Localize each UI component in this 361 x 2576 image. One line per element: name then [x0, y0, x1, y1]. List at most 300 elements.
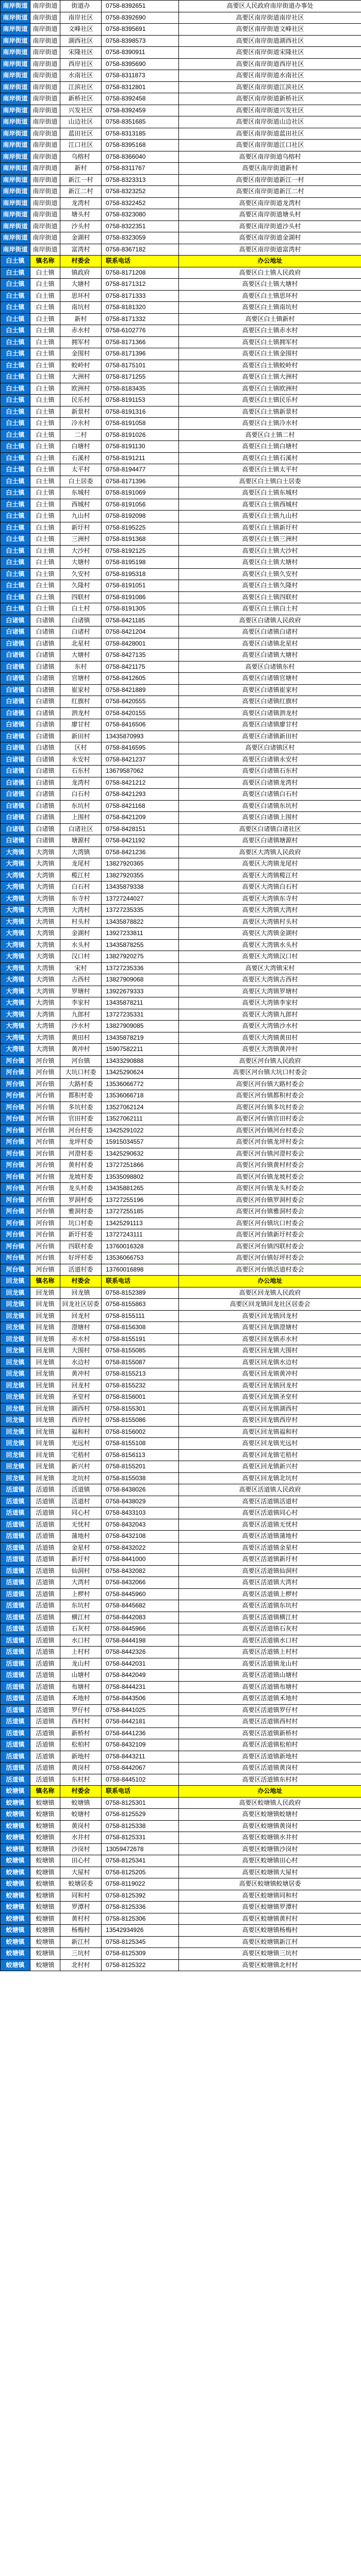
- phone-cell: 0758-8444231: [102, 1681, 179, 1693]
- table-row: [1, 1681, 361, 1693]
- phone-cell: 0758-8191211: [102, 452, 179, 464]
- village-name-cell: 四联村委: [60, 1241, 102, 1252]
- row-district-label: 南岸街道: [1, 209, 30, 221]
- phone-cell: 0758-8438026: [102, 1484, 179, 1496]
- village-name-cell: 杨梅村: [60, 1925, 102, 1937]
- table-row: [1, 1322, 361, 1334]
- town-name-cell: 白诸镇: [30, 673, 60, 685]
- phone-cell: 0758-8191069: [102, 487, 179, 499]
- table-row: [1, 476, 361, 487]
- table-row: [1, 128, 361, 140]
- town-name-cell: 白诸镇: [30, 626, 60, 638]
- table-row: [1, 47, 361, 59]
- phone-cell: 0758-8445966: [102, 1623, 179, 1635]
- village-name-cell: 罗潭村: [60, 1902, 102, 1913]
- town-name-cell: 南岸街道: [30, 244, 60, 256]
- phone-cell: 13059472678: [102, 1843, 179, 1855]
- village-name-cell: 四联村: [60, 591, 102, 603]
- town-name-cell: 白土镇: [30, 511, 60, 522]
- row-district-label: 南岸街道: [1, 244, 30, 256]
- phone-cell: 0758-8125205: [102, 1867, 179, 1878]
- town-name-cell: 镇名称: [30, 256, 60, 267]
- village-name-cell: 村委会: [60, 1276, 102, 1287]
- town-name-cell: 南岸街道: [30, 151, 60, 163]
- town-name-cell: 白土镇: [30, 452, 60, 464]
- row-district-label: 白土镇: [1, 348, 30, 360]
- table-row: [1, 1021, 361, 1032]
- town-name-cell: 回龙镇: [30, 1392, 60, 1403]
- table-row: [1, 1160, 361, 1172]
- village-name-cell: 新田村: [60, 731, 102, 742]
- village-name-cell: 金围村: [60, 348, 102, 360]
- row-district-label: 大湾镇: [1, 1044, 30, 1056]
- village-name-cell: 官田村委: [60, 1113, 102, 1125]
- row-district-label: 白诸镇: [1, 707, 30, 719]
- table-row: [1, 1786, 361, 1798]
- village-name-cell: 西岸村: [60, 1415, 102, 1427]
- table-row: [1, 684, 361, 696]
- row-district-label: 河台镇: [1, 1137, 30, 1148]
- town-name-cell: 白诸镇: [30, 684, 60, 696]
- village-name-cell: 黄岗村: [60, 1820, 102, 1832]
- village-name-cell: 新江村: [60, 1936, 102, 1948]
- phone-cell: 0758-8441236: [102, 1727, 179, 1739]
- row-district-label: 活道镇: [1, 1693, 30, 1705]
- row-district-label: 白土镇: [1, 383, 30, 395]
- row-district-label: 白诸镇: [1, 650, 30, 662]
- row-district-label: 蛟塘镇: [1, 1913, 30, 1925]
- town-name-cell: 回龙镇: [30, 1345, 60, 1357]
- address-cell: 高要区蛟塘镇黄村村: [179, 1913, 361, 1925]
- row-district-label: 蛟塘镇: [1, 1855, 30, 1867]
- town-name-cell: 南岸街道: [30, 24, 60, 36]
- row-district-label: 大湾镇: [1, 928, 30, 940]
- phone-cell: 0758-8398573: [102, 35, 179, 47]
- row-district-label: 蛟塘镇: [1, 1925, 30, 1937]
- phone-cell: 0758-8125309: [102, 1948, 179, 1960]
- village-name-cell: 村头村: [60, 916, 102, 928]
- row-district-label: 白诸镇: [1, 800, 30, 812]
- village-name-cell: 太平村: [60, 464, 102, 476]
- phone-cell: 0758-8311767: [102, 163, 179, 175]
- town-name-cell: 蛟塘镇: [30, 1855, 60, 1867]
- village-name-cell: 黄田村: [60, 1032, 102, 1044]
- address-cell: 高要区大湾镇李家村: [179, 997, 361, 1009]
- town-name-cell: 白土镇: [30, 603, 60, 615]
- town-name-cell: 白诸镇: [30, 812, 60, 824]
- table-row: [1, 1380, 361, 1392]
- row-district-label: 白诸镇: [1, 719, 30, 731]
- village-name-cell: 龙坡村委: [60, 1171, 102, 1183]
- row-district-label: 活道镇: [1, 1658, 30, 1670]
- village-name-cell: 龙湾村: [60, 777, 102, 789]
- phone-cell: 0758-8191056: [102, 499, 179, 511]
- row-district-label: 回龙镇: [1, 1426, 30, 1438]
- village-name-cell: 江口社区: [60, 140, 102, 151]
- town-name-cell: 白土镇: [30, 290, 60, 302]
- phone-cell: 0758-8125306: [102, 1913, 179, 1925]
- town-name-cell: 大湾镇: [30, 986, 60, 997]
- row-district-label: 活道镇: [1, 1670, 30, 1682]
- address-cell: 高要区白土镇东城村: [179, 487, 361, 499]
- phone-cell: 0758-8125341: [102, 1855, 179, 1867]
- town-name-cell: 蛟塘镇: [30, 1867, 60, 1878]
- village-name-cell: 宅梧村: [60, 1449, 102, 1461]
- address-cell: 高要区白诸镇龙湾村: [179, 777, 361, 789]
- address-cell: 高要区白土镇白土居委: [179, 476, 361, 487]
- phone-cell: 0758-8416595: [102, 742, 179, 754]
- phone-cell: 13435878822: [102, 916, 179, 928]
- address-cell: 高要区河台镇罗洞村委会: [179, 1194, 361, 1206]
- town-name-cell: 南岸街道: [30, 174, 60, 186]
- town-name-cell: 河台镇: [30, 1229, 60, 1241]
- table-row: [1, 1496, 361, 1507]
- phone-cell: 0758-8428001: [102, 638, 179, 650]
- phone-cell: 0758-8395691: [102, 24, 179, 36]
- town-name-cell: 回龙镇: [30, 1357, 60, 1368]
- address-cell: 高要区活道镇仙洞村: [179, 1565, 361, 1577]
- phone-cell: 0758-8443211: [102, 1751, 179, 1762]
- address-cell: 高要区活道镇水口村: [179, 1635, 361, 1647]
- phone-cell: 0758-8445960: [102, 1588, 179, 1600]
- phone-cell: 13727235336: [102, 962, 179, 974]
- village-name-cell: 水边村: [60, 1357, 102, 1368]
- phone-cell: 0758-8125301: [102, 1797, 179, 1809]
- table-row: [1, 58, 361, 70]
- village-name-cell: 东坑村: [60, 800, 102, 812]
- village-name-cell: 回龙镇: [60, 1287, 102, 1299]
- address-cell: 高要区白诸镇白诸社区: [179, 823, 361, 835]
- address-cell: 高要区活道镇松柏村: [179, 1739, 361, 1751]
- phone-cell: 0758-8442049: [102, 1670, 179, 1682]
- address-cell: 高要区河台镇四联村委会: [179, 1241, 361, 1252]
- address-cell: 高要区南岸街道新江一村: [179, 174, 361, 186]
- phone-cell: 0758-8311873: [102, 70, 179, 82]
- town-name-cell: 白诸镇: [30, 719, 60, 731]
- village-name-cell: 欧洲村: [60, 383, 102, 395]
- phone-cell: 0758-8323080: [102, 209, 179, 221]
- address-cell: 办公地址: [179, 1786, 361, 1798]
- town-name-cell: 白土镇: [30, 279, 60, 291]
- address-cell: 高要区南岸街道蓝田社区: [179, 128, 361, 140]
- table-row: [1, 452, 361, 464]
- town-name-cell: 白土镇: [30, 360, 60, 371]
- town-name-cell: 活道镇: [30, 1484, 60, 1496]
- address-cell: 高要区活道镇新桥村: [179, 1727, 361, 1739]
- address-cell: 高要区大湾镇榄江村: [179, 870, 361, 882]
- table-row: [1, 1878, 361, 1890]
- village-name-cell: 活道村: [60, 1496, 102, 1507]
- town-name-cell: 蛟塘镇: [30, 1843, 60, 1855]
- village-name-cell: 大湾镇: [60, 846, 102, 858]
- phone-cell: 13727235335: [102, 905, 179, 917]
- town-name-cell: 白诸镇: [30, 835, 60, 847]
- row-district-label: 白土镇: [1, 256, 30, 267]
- town-name-cell: 白诸镇: [30, 800, 60, 812]
- town-name-cell: 白土镇: [30, 383, 60, 395]
- village-name-cell: 河澄村委: [60, 1148, 102, 1160]
- village-name-cell: 光远村: [60, 1438, 102, 1450]
- town-name-cell: 活道镇: [30, 1507, 60, 1519]
- row-district-label: 大湾镇: [1, 939, 30, 951]
- phone-cell: 13536066772: [102, 1078, 179, 1090]
- phone-cell: 0758-6102776: [102, 325, 179, 337]
- phone-cell: 0758-8156002: [102, 1426, 179, 1438]
- address-cell: 高要区回龙镇人民政府: [179, 1287, 361, 1299]
- town-name-cell: 河台镇: [30, 1090, 60, 1102]
- village-name-cell: 河台村委: [60, 1125, 102, 1137]
- address-cell: 高要区蛟塘镇杨梅村: [179, 1925, 361, 1937]
- village-name-cell: 大坑口村委: [60, 1067, 102, 1079]
- village-name-cell: 南岸社区: [60, 12, 102, 24]
- address-cell: 高要区回龙镇福和村: [179, 1426, 361, 1438]
- town-name-cell: 河台镇: [30, 1055, 60, 1067]
- phone-cell: 0758-8432066: [102, 1577, 179, 1589]
- village-name-cell: 金星村: [60, 1542, 102, 1554]
- address-cell: 高要区蛟塘镇同和村: [179, 1890, 361, 1902]
- village-name-cell: 白诸镇: [60, 615, 102, 626]
- village-name-cell: 白土居委: [60, 476, 102, 487]
- row-district-label: 白诸镇: [1, 661, 30, 673]
- address-cell: 高要区活道镇黄岗村: [179, 1762, 361, 1774]
- table-row: [1, 1276, 361, 1287]
- table-row: [1, 1670, 361, 1682]
- table-row: [1, 1693, 361, 1705]
- village-name-cell: 罗洞村委: [60, 1194, 102, 1206]
- village-name-cell: 沙头村: [60, 221, 102, 232]
- address-cell: 高要区白土镇赤水村: [179, 325, 361, 337]
- address-cell: 高要区回龙镇大围村: [179, 1345, 361, 1357]
- table-row: [1, 24, 361, 36]
- phone-cell: 0758-8432022: [102, 1542, 179, 1554]
- address-cell: 高要区南岸街道江滨社区: [179, 81, 361, 93]
- village-name-cell: 圣堂村: [60, 1392, 102, 1403]
- phone-cell: 0758-8323059: [102, 232, 179, 244]
- village-name-cell: 红旗村: [60, 696, 102, 708]
- address-cell: 高要区活道镇无忧村: [179, 1519, 361, 1531]
- table-row: [1, 626, 361, 638]
- phone-cell: 15915034557: [102, 1137, 179, 1148]
- phone-cell: 13827920275: [102, 951, 179, 963]
- phone-cell: 0758-8421192: [102, 835, 179, 847]
- village-name-cell: 崔家村: [60, 684, 102, 696]
- row-district-label: 南岸街道: [1, 221, 30, 232]
- table-row: [1, 186, 361, 198]
- phone-cell: 0758-8442326: [102, 1647, 179, 1658]
- address-cell: 高要区河台镇人民政府: [179, 1055, 361, 1067]
- village-name-cell: 沙水村: [60, 1021, 102, 1032]
- table-row: [1, 557, 361, 569]
- phone-cell: 0758-8412605: [102, 673, 179, 685]
- phone-cell: 0758-8181320: [102, 302, 179, 314]
- town-name-cell: 回龙镇: [30, 1287, 60, 1299]
- town-name-cell: 蛟塘镇: [30, 1797, 60, 1809]
- address-cell: 高要区白土镇蛟岭村: [179, 360, 361, 371]
- row-district-label: 河台镇: [1, 1217, 30, 1229]
- table-row: [1, 951, 361, 963]
- village-name-cell: 南坑村: [60, 302, 102, 314]
- town-name-cell: 河台镇: [30, 1264, 60, 1276]
- phone-cell: 13435878255: [102, 939, 179, 951]
- village-name-cell: 水南社区: [60, 70, 102, 82]
- address-cell: 高要区南岸街道南岸社区: [179, 12, 361, 24]
- table-row: [1, 1577, 361, 1589]
- row-district-label: 活道镇: [1, 1762, 30, 1774]
- town-name-cell: 大湾镇: [30, 962, 60, 974]
- town-name-cell: 河台镇: [30, 1241, 60, 1252]
- address-cell: 高要区白土镇冷水村: [179, 418, 361, 430]
- table-row: [1, 221, 361, 232]
- village-name-cell: 冷水村: [60, 418, 102, 430]
- town-name-cell: 活道镇: [30, 1519, 60, 1531]
- address-cell: 高要区活道镇龙山村: [179, 1658, 361, 1670]
- address-cell: 高要区回龙镇黄冲村: [179, 1368, 361, 1380]
- town-name-cell: 回龙镇: [30, 1380, 60, 1392]
- table-row: [1, 1554, 361, 1566]
- town-name-cell: 白土镇: [30, 522, 60, 534]
- phone-cell: 0758-8155108: [102, 1438, 179, 1450]
- address-cell: 高要区南岸街道湖西社区: [179, 35, 361, 47]
- town-name-cell: 蛟塘镇: [30, 1913, 60, 1925]
- town-name-cell: 南岸街道: [30, 186, 60, 198]
- phone-cell: 0758-8442067: [102, 1762, 179, 1774]
- address-cell: 高要区南岸街道西岸社区: [179, 58, 361, 70]
- address-cell: 高要区活道镇东坑村: [179, 1600, 361, 1612]
- address-cell: 高要区活道镇石灰村: [179, 1623, 361, 1635]
- village-name-cell: 雅洞村委: [60, 1206, 102, 1218]
- table-row: [1, 35, 361, 47]
- table-row: [1, 1484, 361, 1496]
- row-district-label: 回龙镇: [1, 1438, 30, 1450]
- village-name-cell: 上村村: [60, 1647, 102, 1658]
- row-district-label: 白诸镇: [1, 835, 30, 847]
- address-cell: 高要区蛟塘镇沙岗村: [179, 1843, 361, 1855]
- table-row: [1, 1531, 361, 1543]
- town-name-cell: 大湾镇: [30, 1009, 60, 1021]
- town-name-cell: 白土镇: [30, 441, 60, 453]
- phone-cell: 0758-8432108: [102, 1531, 179, 1543]
- phone-cell: 0758-8125331: [102, 1832, 179, 1844]
- address-cell: 高要区大湾镇龙尾村: [179, 858, 361, 870]
- row-district-label: 南岸街道: [1, 47, 30, 59]
- town-name-cell: 南岸街道: [30, 81, 60, 93]
- phone-cell: 0758-8155213: [102, 1368, 179, 1380]
- address-cell: 高要区河台镇黄村村委会: [179, 1160, 361, 1172]
- town-name-cell: 白土镇: [30, 418, 60, 430]
- address-cell: 高要区白土镇久安村: [179, 568, 361, 580]
- row-district-label: 河台镇: [1, 1160, 30, 1172]
- row-district-label: 白土镇: [1, 395, 30, 406]
- village-name-cell: 官塘村: [60, 673, 102, 685]
- phone-cell: 0758-8421889: [102, 684, 179, 696]
- address-cell: 高要区大湾镇古西村: [179, 974, 361, 986]
- town-name-cell: 河台镇: [30, 1194, 60, 1206]
- village-name-cell: 大塘村: [60, 279, 102, 291]
- row-district-label: 回龙镇: [1, 1415, 30, 1427]
- address-cell: 高要区活道镇禾地村: [179, 1693, 361, 1705]
- row-district-label: 白土镇: [1, 418, 30, 430]
- row-district-label: 南岸街道: [1, 24, 30, 36]
- phone-cell: 0758-8313185: [102, 128, 179, 140]
- address-cell: 高要区人民政府南岸街道办事处: [179, 1, 361, 12]
- town-name-cell: 南岸街道: [30, 93, 60, 105]
- table-row: [1, 1171, 361, 1183]
- table-body: [1, 1, 361, 1971]
- town-name-cell: 蛟塘镇: [30, 1820, 60, 1832]
- village-name-cell: 龙山村: [60, 1658, 102, 1670]
- phone-cell: 0758-8322351: [102, 221, 179, 232]
- town-name-cell: 白诸镇: [30, 696, 60, 708]
- phone-cell: 13727235331: [102, 1009, 179, 1021]
- address-cell: 高要区白诸镇区村: [179, 742, 361, 754]
- phone-cell: 0758-8171332: [102, 313, 179, 325]
- village-name-cell: 赤水村: [60, 1333, 102, 1345]
- phone-cell: 0758-8445102: [102, 1774, 179, 1786]
- row-district-label: 河台镇: [1, 1171, 30, 1183]
- town-name-cell: 镇名称: [30, 1276, 60, 1287]
- address-cell: 高要区活道镇布塘村: [179, 1681, 361, 1693]
- row-district-label: 蛟塘镇: [1, 1809, 30, 1821]
- phone-cell: 0758-8152389: [102, 1287, 179, 1299]
- town-name-cell: 白诸镇: [30, 789, 60, 801]
- address-cell: 高要区蛟塘镇田心村: [179, 1855, 361, 1867]
- phone-cell: 0758-8125392: [102, 1890, 179, 1902]
- town-name-cell: 回龙镇: [30, 1449, 60, 1461]
- phone-cell: 0758-8421168: [102, 800, 179, 812]
- town-name-cell: 回龙镇: [30, 1403, 60, 1415]
- town-name-cell: 回龙镇: [30, 1368, 60, 1380]
- town-name-cell: 回龙镇: [30, 1438, 60, 1450]
- village-name-cell: 三坑村: [60, 1948, 102, 1960]
- address-cell: 高要区南岸街道兴发社区: [179, 105, 361, 116]
- row-district-label: 白诸镇: [1, 777, 30, 789]
- address-cell: 高要区白诸镇崔家村: [179, 684, 361, 696]
- table-row: [1, 1658, 361, 1670]
- row-district-label: 白土镇: [1, 487, 30, 499]
- address-cell: 高要区白土镇白土村: [179, 603, 361, 615]
- row-district-label: 大湾镇: [1, 846, 30, 858]
- phone-cell: 0758-8392458: [102, 93, 179, 105]
- village-name-cell: 都积村委: [60, 1090, 102, 1102]
- address-cell: 高要区大湾镇水头村: [179, 939, 361, 951]
- row-district-label: 白诸镇: [1, 766, 30, 777]
- table-row: [1, 1299, 361, 1311]
- address-cell: 高要区南岸街道宋隆社区: [179, 47, 361, 59]
- row-district-label: 白土镇: [1, 580, 30, 592]
- town-name-cell: 蛟塘镇: [30, 1832, 60, 1844]
- table-row: [1, 279, 361, 291]
- row-district-label: 回龙镇: [1, 1276, 30, 1287]
- town-name-cell: 白诸镇: [30, 823, 60, 835]
- address-cell: 高要区南岸街道龙湾村: [179, 197, 361, 209]
- village-name-cell: 石溪村: [60, 452, 102, 464]
- row-district-label: 蛟塘镇: [1, 1832, 30, 1844]
- address-cell: 高要区蛟塘镇大屋村: [179, 1867, 361, 1878]
- town-name-cell: 回龙镇: [30, 1426, 60, 1438]
- village-name-cell: 西村村: [60, 1716, 102, 1728]
- town-name-cell: 大湾镇: [30, 1021, 60, 1032]
- table-row: [1, 1113, 361, 1125]
- town-name-cell: 回龙镇: [30, 1310, 60, 1322]
- village-name-cell: 新圩村委: [60, 1229, 102, 1241]
- phone-cell: 0758-8155038: [102, 1472, 179, 1484]
- phone-cell: 13425291113: [102, 1217, 179, 1229]
- table-row: [1, 1727, 361, 1739]
- row-district-label: 南岸街道: [1, 116, 30, 128]
- phone-cell: 0758-8155086: [102, 1415, 179, 1427]
- table-row: [1, 1623, 361, 1635]
- village-name-cell: 龙坪村委: [60, 1137, 102, 1148]
